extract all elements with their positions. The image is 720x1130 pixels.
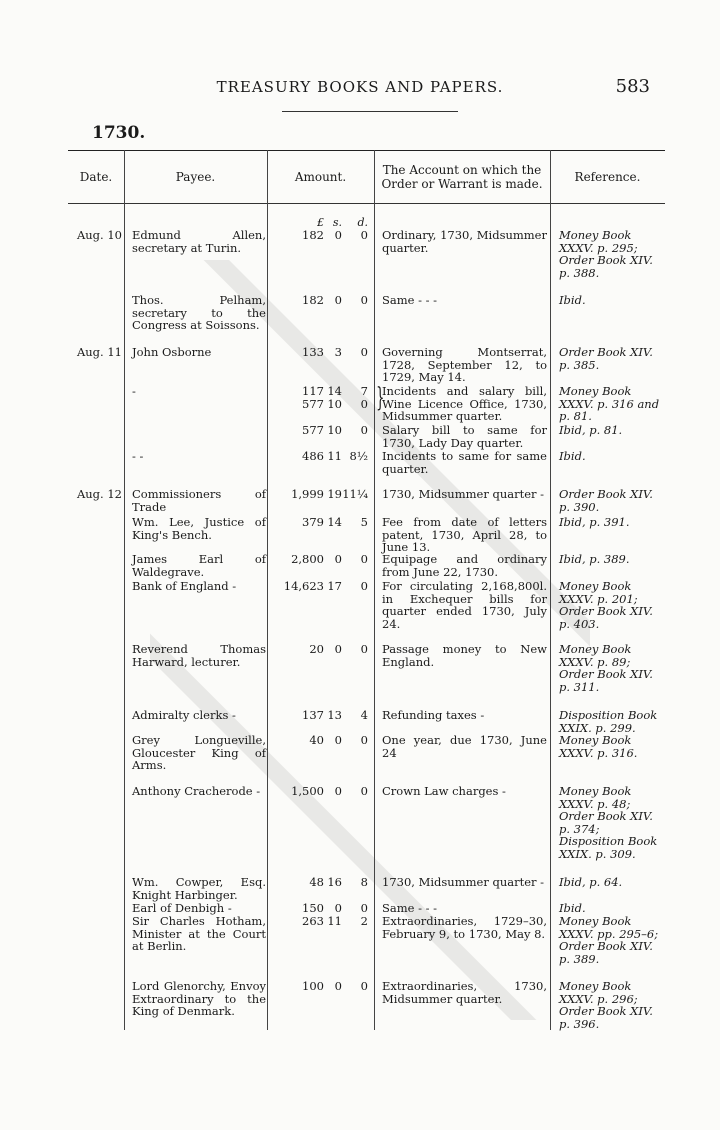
amount-shillings: 11 <box>327 914 342 928</box>
account-cell: Crown Law charges - <box>382 784 506 798</box>
payee-cell: Wm. Lee, Justice of King's Bench. <box>132 515 266 542</box>
account-cell: Extraordinaries, 1729–30, February 9, to 1730, May 8. <box>382 914 547 941</box>
reference-cell: Order Book XIV. p. 390. <box>559 487 653 514</box>
amount-pounds: 182 <box>302 293 324 307</box>
amount-pounds: 577 <box>302 396 324 411</box>
payee-cell: Edmund Allen, secretary at Turin. <box>132 228 266 255</box>
amount-pence: 7 <box>360 384 368 398</box>
reference-cell: Ibid. <box>559 901 586 915</box>
amount-pounds: 379 <box>302 515 324 529</box>
reference-cell: Money Book XXXV. p. 48; Order Book XIV. p. 374; Disposition Book XXIX. p. 309. <box>559 784 658 861</box>
amount-pence: 0 <box>360 345 368 359</box>
amount-cell <box>274 229 368 242</box>
payee-cell: Grey Longueville, Gloucester King of Arms. <box>132 733 266 773</box>
account-cell: Governing Montserrat, 1728, September 12, to 1729, May 14. <box>382 345 547 385</box>
column-rule <box>550 150 551 1030</box>
reference-cell: Ibid. <box>559 449 586 463</box>
payee-cell: Wm. Cowper, Esq. Knight Harbinger. <box>132 875 266 902</box>
account-cell: Incidents to same for same quarter. <box>382 449 547 476</box>
amount-shillings: 3 <box>334 345 342 359</box>
date-cell: Aug. 11 <box>76 345 122 359</box>
amount-pounds: 40 <box>309 733 324 747</box>
amount-shillings: 0 <box>334 293 342 307</box>
amount-shillings: 0 <box>334 784 342 798</box>
amount-cell <box>274 488 368 501</box>
amount-shillings: 0 <box>334 552 342 566</box>
amount-cell <box>274 643 368 656</box>
col-account-header: The Account on which the Order or Warrant is made. <box>381 163 543 191</box>
payee-cell: Commissioners of Trade <box>132 487 266 514</box>
amount-cell <box>274 553 368 566</box>
account-cell: Passage money to New England. <box>382 642 547 669</box>
reference-cell: Ibid, p. 81. <box>559 423 623 437</box>
amount-pence: 2 <box>360 914 368 928</box>
payee-cell: Sir Charles Hotham, Minister at the Court at Berlin. <box>132 914 266 954</box>
payee-cell: - <box>132 384 136 398</box>
header-rule <box>282 111 458 112</box>
amount-pounds: 100 <box>302 979 324 993</box>
amount-pence: 0 <box>360 396 368 411</box>
account-cell: Same - - - <box>382 901 438 915</box>
amount-cell <box>274 383 385 413</box>
amount-cell <box>274 902 368 915</box>
col-date-header: Date. <box>79 170 113 184</box>
payee-cell: John Osborne <box>132 345 212 359</box>
reference-cell: Money Book XXXV. p. 316. <box>559 733 638 760</box>
amount-shillings: 14 <box>327 515 342 529</box>
amount-pence: 0 <box>360 293 368 307</box>
amount-shillings: 10 <box>327 396 342 411</box>
reference-cell: Money Book XXXV. p. 89; Order Book XIV. p. 311. <box>559 642 653 694</box>
amount-pounds: 1,999 <box>291 487 324 501</box>
amount-pence: 0 <box>360 979 368 993</box>
amount-shillings: 19 <box>327 487 342 501</box>
col-reference-header: Reference. <box>574 170 641 184</box>
reference-cell: Ibid. <box>559 293 586 307</box>
amount-cell <box>274 785 368 798</box>
reference-cell: Ibid, p. 391. <box>559 515 630 529</box>
amount-cell <box>274 915 368 928</box>
table-header <box>68 150 665 204</box>
amount-shillings: 0 <box>334 733 342 747</box>
amount-pence: 0 <box>360 423 368 437</box>
account-cell: One year, due 1730, June 24 <box>382 733 547 760</box>
payee-cell: Admiralty clerks - <box>132 708 236 722</box>
amount-pence: 0 <box>360 228 368 242</box>
reference-cell: Ibid, p. 389. <box>559 552 630 566</box>
amount-pence: 0 <box>360 642 368 656</box>
amount-pence: 8 <box>360 875 368 889</box>
amount-pence: 0 <box>360 552 368 566</box>
reference-cell: Money Book XXXV. pp. 295–6; Order Book XIV. p. 389. <box>559 914 659 966</box>
col-payee-header: Payee. <box>175 170 216 184</box>
amount-pounds: 2,800 <box>291 552 324 566</box>
amount-pounds: 48 <box>309 875 324 889</box>
payee-cell: Lord Glenorchy, Envoy Extraordinary to the King of Denmark. <box>132 979 266 1019</box>
amount-pounds: 137 <box>302 708 324 722</box>
account-cell: For circulating 2,168,800l. in Exchequer bills for quarter ended 1730, July 24. <box>382 579 547 631</box>
amount-shillings: 0 <box>334 228 342 242</box>
account-cell: Salary bill to same for 1730, Lady Day quarter. <box>382 423 547 450</box>
amount-pounds: 14,623 <box>283 579 324 593</box>
account-cell: 1730, Midsummer quarter - <box>382 487 545 501</box>
unit-shillings: s. <box>332 216 342 229</box>
amount-pounds: 133 <box>302 345 324 359</box>
amount-cell <box>274 876 368 889</box>
amount-pence: 5 <box>360 515 368 529</box>
amount-pence: 8½ <box>349 449 368 463</box>
amount-pounds: 1,500 <box>291 784 324 798</box>
payee-cell: Anthony Cracherode - <box>132 784 261 798</box>
account-cell: Same - - - <box>382 293 438 307</box>
amount-pence: 0 <box>360 733 368 747</box>
payee-cell: James Earl of Waldegrave. <box>132 552 266 579</box>
reference-cell: Disposition Book XXIX. p. 299. <box>559 708 658 735</box>
amount-pence: 0 <box>360 579 368 593</box>
payee-cell: Earl of Denbigh - <box>132 901 232 915</box>
amount-cell <box>274 580 368 593</box>
amount-shillings: 13 <box>327 708 342 722</box>
reference-cell: Order Book XIV. p. 385. <box>559 345 653 372</box>
amount-pounds: 577 <box>302 423 324 437</box>
amount-cell <box>274 516 368 529</box>
reference-cell: Money Book XXXV. p. 296; Order Book XIV. p. 396. <box>559 979 653 1031</box>
date-cell: Aug. 12 <box>76 487 122 501</box>
reference-cell: Money Book XXXV. p. 201; Order Book XIV. p. 403. <box>559 579 653 631</box>
amount-cell <box>274 734 368 747</box>
amount-shillings: 14 <box>327 384 342 398</box>
account-cell: Extraordinaries, 1730, Midsummer quarter. <box>382 979 547 1006</box>
amount-pence: 4 <box>360 708 368 722</box>
account-cell: 1730, Midsummer quarter - <box>382 875 545 889</box>
amount-pounds: 263 <box>302 914 324 928</box>
amount-pounds: 117 <box>302 384 324 398</box>
amount-shillings: 0 <box>334 901 342 915</box>
amount-cell <box>274 424 368 437</box>
amount-shillings: 11 <box>327 449 342 463</box>
amount-pence: 11¼ <box>342 487 368 501</box>
amount-cell <box>274 294 368 307</box>
payee-cell: Reverend Thomas Harward, lecturer. <box>132 642 266 669</box>
col-amount-header: Amount. <box>294 170 347 184</box>
amount-pounds: 20 <box>309 642 324 656</box>
payee-cell: Thos. Pelham, secretary to the Congress at Soissons. <box>132 293 266 333</box>
date-cell: Aug. 10 <box>76 228 122 242</box>
account-cell: Fee from date of letters patent, 1730, April 28, to June 13. <box>382 515 547 555</box>
reference-cell: Ibid, p. 64. <box>559 875 623 889</box>
account-cell: Ordinary, 1730, Midsummer quarter. <box>382 228 547 255</box>
amount-shillings: 16 <box>327 875 342 889</box>
account-cell: Refunding taxes - <box>382 708 485 722</box>
column-rule <box>374 150 375 1030</box>
amount-cell <box>274 980 368 993</box>
amount-pence: 0 <box>360 901 368 915</box>
reference-cell: Money Book XXXV. p. 295; Order Book XIV. p. 388. <box>559 228 653 280</box>
amount-pence: 0 <box>360 784 368 798</box>
running-title: TREASURY BOOKS AND PAPERS. <box>216 78 504 96</box>
amount-pounds: 150 <box>302 901 324 915</box>
amount-shillings: 0 <box>334 979 342 993</box>
amount-cell <box>274 709 368 722</box>
amount-shillings: 10 <box>327 423 342 437</box>
account-cell: Equipage and ordinary from June 22, 1730. <box>382 552 547 579</box>
amount-cell <box>274 346 368 359</box>
account-cell: Incidents and salary bill, Wine Licence Office, 1730, Midsummer quarter. <box>382 384 547 424</box>
amount-shillings: 17 <box>327 579 342 593</box>
column-rule <box>124 150 125 1030</box>
year-heading: 1730. <box>92 123 146 143</box>
amount-pounds: 486 <box>302 449 324 463</box>
payee-cell: - - <box>132 449 144 463</box>
reference-cell: Money Book XXXV. p. 316 and p. 81. <box>559 384 660 424</box>
brace-glyph: } <box>376 383 385 413</box>
unit-pence: d. <box>357 216 368 229</box>
page-number: 583 <box>615 76 650 97</box>
column-rule <box>267 150 268 1030</box>
amount-cell <box>274 450 368 463</box>
unit-pounds: £ <box>317 216 324 229</box>
amount-shillings: 0 <box>334 642 342 656</box>
amount-pounds: 182 <box>302 228 324 242</box>
payee-cell: Bank of England - <box>132 579 237 593</box>
